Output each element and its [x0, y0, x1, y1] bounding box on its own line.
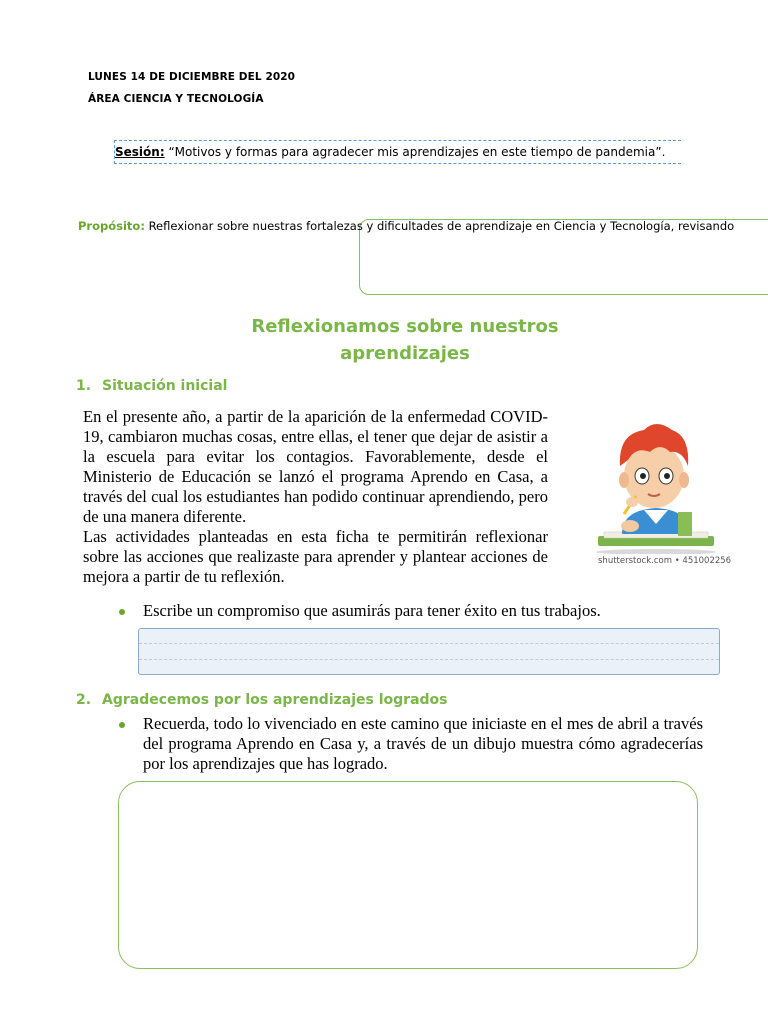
- situation-text: [83, 407, 548, 587]
- main-title-line-2: aprendizajes: [340, 343, 470, 364]
- drawing-area[interactable]: [118, 781, 698, 969]
- answer-line: [139, 659, 719, 660]
- commitment-bullet: [143, 601, 703, 621]
- situation-paragraph-1: En el presente año, a partir de la aparición de la enfermedad COVID-19, cambiaron muchas cosas, entre ellas, el tener que dejar de asistir a la escuela para evitar los contagios. Favorablemente, desde el Ministerio de Educación se lanzó el programa Aprendo en Casa, a través del cual los estudiantes han podido continuar aprendiendo, pero de una manera diferente.: [83, 407, 548, 526]
- commitment-answer-field[interactable]: [138, 628, 720, 675]
- section-2-title: Agradecemos por los aprendizajes logrados: [102, 692, 448, 708]
- area-header: ÁREA CIENCIA Y TECNOLOGÍA: [88, 93, 264, 105]
- student-thinking-illustration: [594, 414, 718, 554]
- main-title-line-1: Reflexionamos sobre nuestros: [251, 316, 559, 337]
- date-header: LUNES 14 DE DICIEMBRE DEL 2020: [88, 71, 296, 83]
- answer-line: [139, 643, 719, 644]
- main-title: [230, 313, 580, 367]
- purpose-text: Reflexionar sobre nuestras fortalezas y dificultades de aprendizaje en Ciencia y Tecnología, revisando: [144, 219, 735, 233]
- situation-paragraph-2: Las actividades planteadas en esta ficha te permitirán reflexionar sobre las acciones que realizaste para aprender y plantear acciones de mejora a partir de tu reflexión.: [83, 527, 548, 586]
- commitment-instruction: Escribe un compromiso que asumirás para tener éxito en tus trabajos.: [143, 601, 601, 620]
- session-box: [114, 140, 681, 164]
- bullet-icon: [119, 722, 125, 728]
- session-label: Sesión:: [115, 145, 165, 159]
- section-1-heading: [76, 378, 227, 394]
- purpose: [78, 219, 768, 233]
- section-1-title: Situación inicial: [102, 378, 228, 394]
- drawing-instruction: Recuerda, todo lo vivenciado en este camino que iniciaste en el mes de abril a través del programa Aprendo en Casa y, a través de un dibujo muestra cómo agradecerías por los aprendizajes que has logrado.: [143, 714, 703, 773]
- section-2-heading: [76, 692, 448, 708]
- image-credit: shutterstock.com • 451002256: [598, 556, 732, 566]
- section-2-number: 2.: [76, 692, 92, 708]
- section-1-number: 1.: [76, 378, 92, 394]
- purpose-label: Propósito:: [78, 219, 145, 233]
- drawing-bullet: [143, 714, 703, 774]
- session-text: “Motivos y formas para agradecer mis aprendizajes en este tiempo de pandemia”.: [164, 145, 666, 159]
- bullet-icon: [119, 609, 125, 615]
